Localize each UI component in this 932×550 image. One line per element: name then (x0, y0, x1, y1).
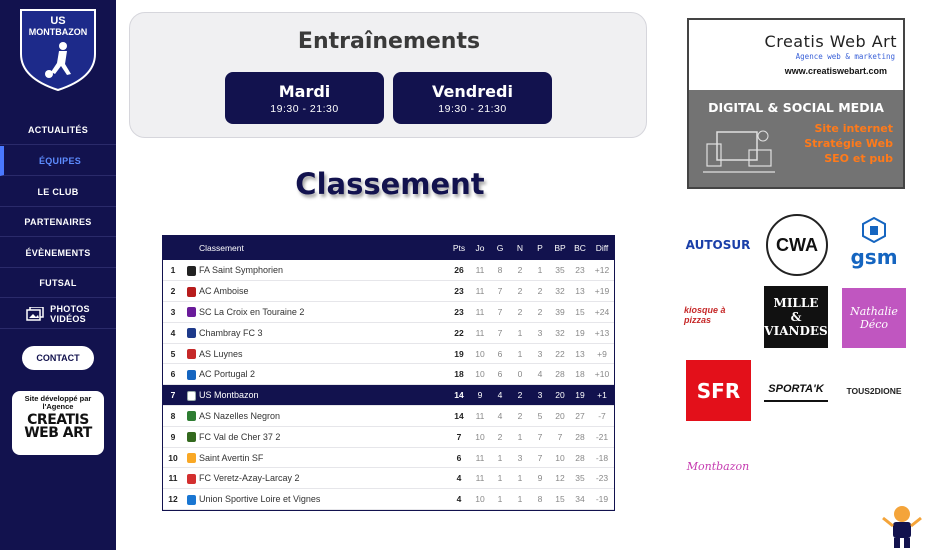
team-logo-cell (183, 447, 199, 468)
goals-against-cell: 19 (575, 390, 585, 401)
partner-tous2dione-logo[interactable]: TOUS2DIONE (846, 386, 902, 396)
wins-cell: 7 (497, 286, 503, 297)
partner-sportak-logo[interactable]: SPORTA'K (764, 378, 828, 402)
rank-cell: 10 (168, 452, 178, 463)
team-crest-icon (187, 474, 196, 484)
team-logo-cell (183, 322, 199, 343)
table-row[interactable] (163, 385, 614, 406)
team-logo-cell (183, 343, 199, 364)
played-cell: 9 (477, 390, 483, 401)
losses-cell: 8 (537, 494, 543, 505)
nav-le-club[interactable] (0, 177, 116, 207)
nav-partenaires[interactable] (0, 207, 116, 237)
ad-line-seo: SEO et pub (824, 152, 893, 165)
rank-cell: 4 (170, 327, 176, 338)
goal-diff-cell: +13 (594, 327, 610, 338)
photo-gallery-icon (26, 307, 44, 321)
team-name-cell: SC La Croix en Touraine 2 (199, 306, 305, 317)
team-crest-icon (187, 453, 196, 463)
points-cell: 23 (454, 286, 464, 297)
goals-against-cell: 18 (575, 369, 585, 380)
team-crest-icon (187, 349, 196, 359)
wins-cell: 7 (497, 306, 503, 317)
goals-against-cell: 15 (575, 306, 585, 317)
goals-for-cell: 10 (555, 452, 565, 463)
played-cell: 11 (475, 410, 485, 421)
ad-url: www.creatiswebart.com (784, 66, 887, 76)
partner-nathalie-deco-logo[interactable] (842, 288, 906, 348)
rank-cell: 3 (170, 306, 176, 317)
standings-table (162, 235, 615, 511)
draws-cell: 1 (517, 327, 523, 338)
creatis-web-art-ad[interactable] (687, 18, 905, 189)
team-name-cell: AS Nazelles Negron (199, 410, 281, 421)
rank-cell: 5 (170, 348, 176, 359)
club-name-line2: MONTBAZON (28, 27, 88, 37)
played-cell: 10 (475, 494, 485, 505)
team-logo-cell (183, 385, 199, 406)
nav-evenements[interactable] (0, 238, 116, 268)
team-crest-icon (187, 328, 196, 338)
partner-cwa-logo[interactable]: CWA (766, 214, 828, 276)
wins-cell: 1 (497, 452, 503, 463)
table-row[interactable] (163, 322, 614, 343)
goals-against-cell: 34 (575, 494, 585, 505)
goal-diff-cell: -21 (595, 431, 609, 442)
nav-photos-label: PHOTOS (50, 303, 90, 314)
team-logo-cell (183, 302, 199, 323)
team-name-cell: Chambray FC 3 (199, 327, 263, 338)
training-title: Entraînements (297, 29, 481, 54)
table-row[interactable] (163, 406, 614, 427)
team-name-cell: US Montbazon (199, 390, 259, 401)
training-time: 19:30 - 21:30 (438, 102, 507, 115)
ad-headline: DIGITAL & SOCIAL MEDIA (708, 100, 884, 115)
header-jo: Jo (475, 243, 485, 253)
header-pts: Pts (452, 243, 466, 253)
points-cell: 4 (456, 473, 462, 484)
goal-diff-cell: +10 (594, 369, 610, 380)
partner-mille-line2: & (790, 310, 802, 324)
goals-for-cell: 39 (555, 306, 565, 317)
header-bp: BP (554, 243, 566, 253)
goals-against-cell: 27 (575, 410, 585, 421)
played-cell: 11 (475, 265, 485, 276)
wins-cell: 7 (497, 327, 503, 338)
goals-against-cell: 28 (575, 452, 585, 463)
team-crest-icon (187, 370, 196, 380)
partner-nathalie-line2: Déco (859, 318, 889, 331)
nav-actualites[interactable] (0, 115, 116, 145)
draws-cell: 0 (517, 369, 523, 380)
training-panel (129, 12, 647, 138)
partner-mille-line1: MILLE (773, 296, 819, 310)
losses-cell: 5 (537, 410, 543, 421)
partner-gsm-name: gsm (850, 245, 898, 269)
team-crest-icon (187, 287, 196, 297)
losses-cell: 4 (537, 369, 543, 380)
rank-cell: 2 (170, 286, 176, 297)
nav-label: ÉVÈNEMENTS (25, 247, 91, 258)
table-row[interactable] (163, 489, 614, 510)
nav-videos-label: VIDÉOS (50, 313, 86, 324)
wins-cell: 6 (497, 348, 503, 359)
goal-diff-cell: -23 (595, 473, 609, 484)
played-cell: 11 (475, 327, 485, 338)
header-g: G (496, 243, 504, 253)
team-name-cell: Saint Avertin SF (199, 452, 264, 463)
goals-against-cell: 28 (575, 431, 585, 442)
wins-cell: 1 (497, 473, 503, 484)
points-cell: 4 (456, 494, 462, 505)
draws-cell: 1 (517, 348, 523, 359)
ad-line-strategy: Stratégie Web (804, 137, 893, 150)
points-cell: 22 (454, 327, 464, 338)
partner-montbazon-logo[interactable]: Montbazon (686, 459, 750, 473)
wins-cell: 1 (497, 494, 503, 505)
goals-for-cell: 7 (557, 431, 563, 442)
goals-for-cell: 32 (555, 327, 565, 338)
team-crest-icon (187, 432, 196, 442)
partner-mille-line3: VIANDES (764, 324, 828, 338)
agency-badge-name-line1: CREATIS (27, 412, 89, 428)
partner-mille-viandes-logo[interactable] (764, 286, 828, 348)
ad-brand-name: Creatis Web Art (764, 32, 897, 51)
goal-diff-cell: +9 (597, 348, 607, 359)
agency-badge-name-line2: WEB ART (24, 425, 92, 441)
goals-for-cell: 20 (555, 390, 565, 401)
goals-against-cell: 13 (575, 286, 585, 297)
goals-against-cell: 23 (575, 265, 585, 276)
goal-diff-cell: +1 (597, 390, 607, 401)
points-cell: 23 (454, 306, 464, 317)
goals-for-cell: 35 (555, 265, 565, 276)
played-cell: 11 (475, 473, 485, 484)
table-row[interactable] (163, 468, 614, 489)
ad-line-site: Site internet (814, 122, 893, 135)
team-crest-icon (187, 495, 196, 505)
team-crest-icon (187, 266, 196, 276)
agency-badge-caption: Site développé par l'Agence (24, 394, 92, 411)
team-logo-cell (183, 406, 199, 427)
points-cell: 18 (454, 369, 464, 380)
points-cell: 14 (454, 390, 464, 401)
played-cell: 11 (475, 306, 485, 317)
wins-cell: 4 (497, 410, 503, 421)
table-row[interactable] (163, 302, 614, 323)
header-n: N (516, 243, 524, 253)
header-team: Classement (199, 243, 244, 253)
team-name-cell: AC Amboise (199, 286, 249, 297)
table-row[interactable] (163, 343, 614, 364)
played-cell: 11 (475, 452, 485, 463)
rank-cell: 12 (168, 494, 178, 505)
played-cell: 11 (475, 286, 485, 297)
club-crest-logo[interactable] (19, 8, 97, 92)
losses-cell: 3 (537, 348, 543, 359)
losses-cell: 2 (537, 286, 543, 297)
team-logo-cell (183, 426, 199, 447)
team-name-cell: FC Val de Cher 37 2 (199, 431, 281, 442)
partner-gsm-logo[interactable] (842, 215, 906, 273)
training-day: Mardi (278, 81, 331, 101)
goals-against-cell: 13 (575, 348, 585, 359)
goals-for-cell: 12 (555, 473, 565, 484)
header-p: P (537, 243, 543, 253)
partner-nathalie-line1: Nathalie (850, 305, 898, 318)
table-row[interactable] (163, 426, 614, 447)
team-logo-cell (183, 489, 199, 510)
mascot-icon[interactable] (880, 504, 924, 550)
goal-diff-cell: +24 (594, 306, 610, 317)
team-logo-cell (183, 468, 199, 489)
partner-sfr-logo[interactable]: SFR (686, 360, 751, 421)
wins-cell: 8 (497, 265, 503, 276)
partner-autosur-logo[interactable]: AUTOSUR (685, 238, 751, 252)
goal-diff-cell: -18 (595, 452, 609, 463)
team-crest-icon (187, 391, 196, 401)
nav-label: PARTENAIRES (24, 216, 92, 227)
wins-cell: 4 (497, 390, 503, 401)
devices-illustration-icon (699, 124, 779, 182)
team-logo-cell (183, 364, 199, 385)
team-name-cell: AS Luynes (199, 348, 243, 359)
losses-cell: 7 (537, 431, 543, 442)
nav-label: LE CLUB (37, 186, 79, 197)
draws-cell: 2 (517, 306, 523, 317)
draws-cell: 2 (517, 265, 523, 276)
rank-cell: 7 (170, 390, 176, 401)
house-cube-icon (862, 217, 886, 243)
goal-diff-cell: -7 (598, 410, 606, 421)
losses-cell: 9 (537, 473, 543, 484)
team-name-cell: FA Saint Symphorien (199, 265, 284, 276)
ad-tagline: Agence web & marketing (795, 52, 895, 61)
goal-diff-cell: +12 (594, 265, 610, 276)
nav-equipes[interactable] (0, 146, 116, 176)
points-cell: 19 (454, 348, 464, 359)
goals-for-cell: 20 (555, 410, 565, 421)
header-bc: BC (574, 243, 586, 253)
team-name-cell: FC Veretz-Azay-Larcay 2 (199, 473, 300, 484)
rank-cell: 8 (170, 410, 176, 421)
training-day-card (225, 72, 384, 124)
nav-futsal[interactable] (0, 268, 116, 298)
partner-kiosque-logo[interactable]: kiosque à pizzas (684, 305, 726, 325)
wins-cell: 6 (497, 369, 503, 380)
sidebar (0, 0, 116, 550)
rank-cell: 9 (170, 431, 176, 442)
classement-title: Classement (295, 167, 485, 201)
contact-button[interactable]: CONTACT (22, 346, 94, 370)
goals-for-cell: 22 (555, 348, 565, 359)
training-time: 19:30 - 21:30 (270, 102, 339, 115)
team-logo-cell (183, 260, 199, 281)
losses-cell: 3 (537, 390, 543, 401)
table-row[interactable] (163, 364, 614, 385)
goals-for-cell: 32 (555, 286, 565, 297)
losses-cell: 3 (537, 327, 543, 338)
team-name-cell: AC Portugal 2 (199, 369, 256, 380)
draws-cell: 2 (517, 286, 523, 297)
draws-cell: 1 (517, 494, 523, 505)
draws-cell: 2 (517, 390, 523, 401)
points-cell: 14 (454, 410, 464, 421)
played-cell: 10 (475, 431, 485, 442)
table-row[interactable] (163, 281, 614, 302)
draws-cell: 3 (517, 452, 523, 463)
agency-badge[interactable] (12, 391, 104, 455)
losses-cell: 7 (537, 452, 543, 463)
club-name-line1: US (50, 15, 66, 27)
goals-against-cell: 35 (575, 473, 585, 484)
rank-cell: 11 (168, 473, 178, 484)
standings-header-row (163, 236, 614, 260)
played-cell: 10 (475, 369, 485, 380)
points-cell: 6 (456, 452, 462, 463)
rank-cell: 1 (170, 265, 176, 276)
played-cell: 10 (475, 348, 485, 359)
goal-diff-cell: -19 (595, 494, 609, 505)
nav-label: FUTSAL (39, 277, 77, 288)
nav-label: ÉQUIPES (38, 155, 82, 166)
team-crest-icon (187, 411, 196, 421)
draws-cell: 2 (517, 410, 523, 421)
draws-cell: 1 (517, 473, 523, 484)
training-day: Vendredi (432, 81, 513, 101)
training-day-card (393, 72, 552, 124)
nav-photos-videos[interactable] (0, 299, 116, 329)
goal-diff-cell: +19 (594, 286, 610, 297)
nav-label: ACTUALITÉS (28, 124, 88, 135)
goals-against-cell: 19 (575, 327, 585, 338)
header-diff: Diff (595, 243, 609, 253)
table-row[interactable] (163, 260, 614, 281)
draws-cell: 1 (517, 431, 523, 442)
losses-cell: 1 (537, 265, 543, 276)
losses-cell: 2 (537, 306, 543, 317)
table-row[interactable] (163, 447, 614, 468)
team-name-cell: Union Sportive Loire et Vignes (199, 494, 321, 505)
goals-for-cell: 28 (555, 369, 565, 380)
team-logo-cell (183, 281, 199, 302)
wins-cell: 2 (497, 431, 503, 442)
team-crest-icon (187, 307, 196, 317)
goals-for-cell: 15 (555, 494, 565, 505)
rank-cell: 6 (170, 369, 176, 380)
points-cell: 7 (456, 431, 462, 442)
points-cell: 26 (454, 265, 464, 276)
